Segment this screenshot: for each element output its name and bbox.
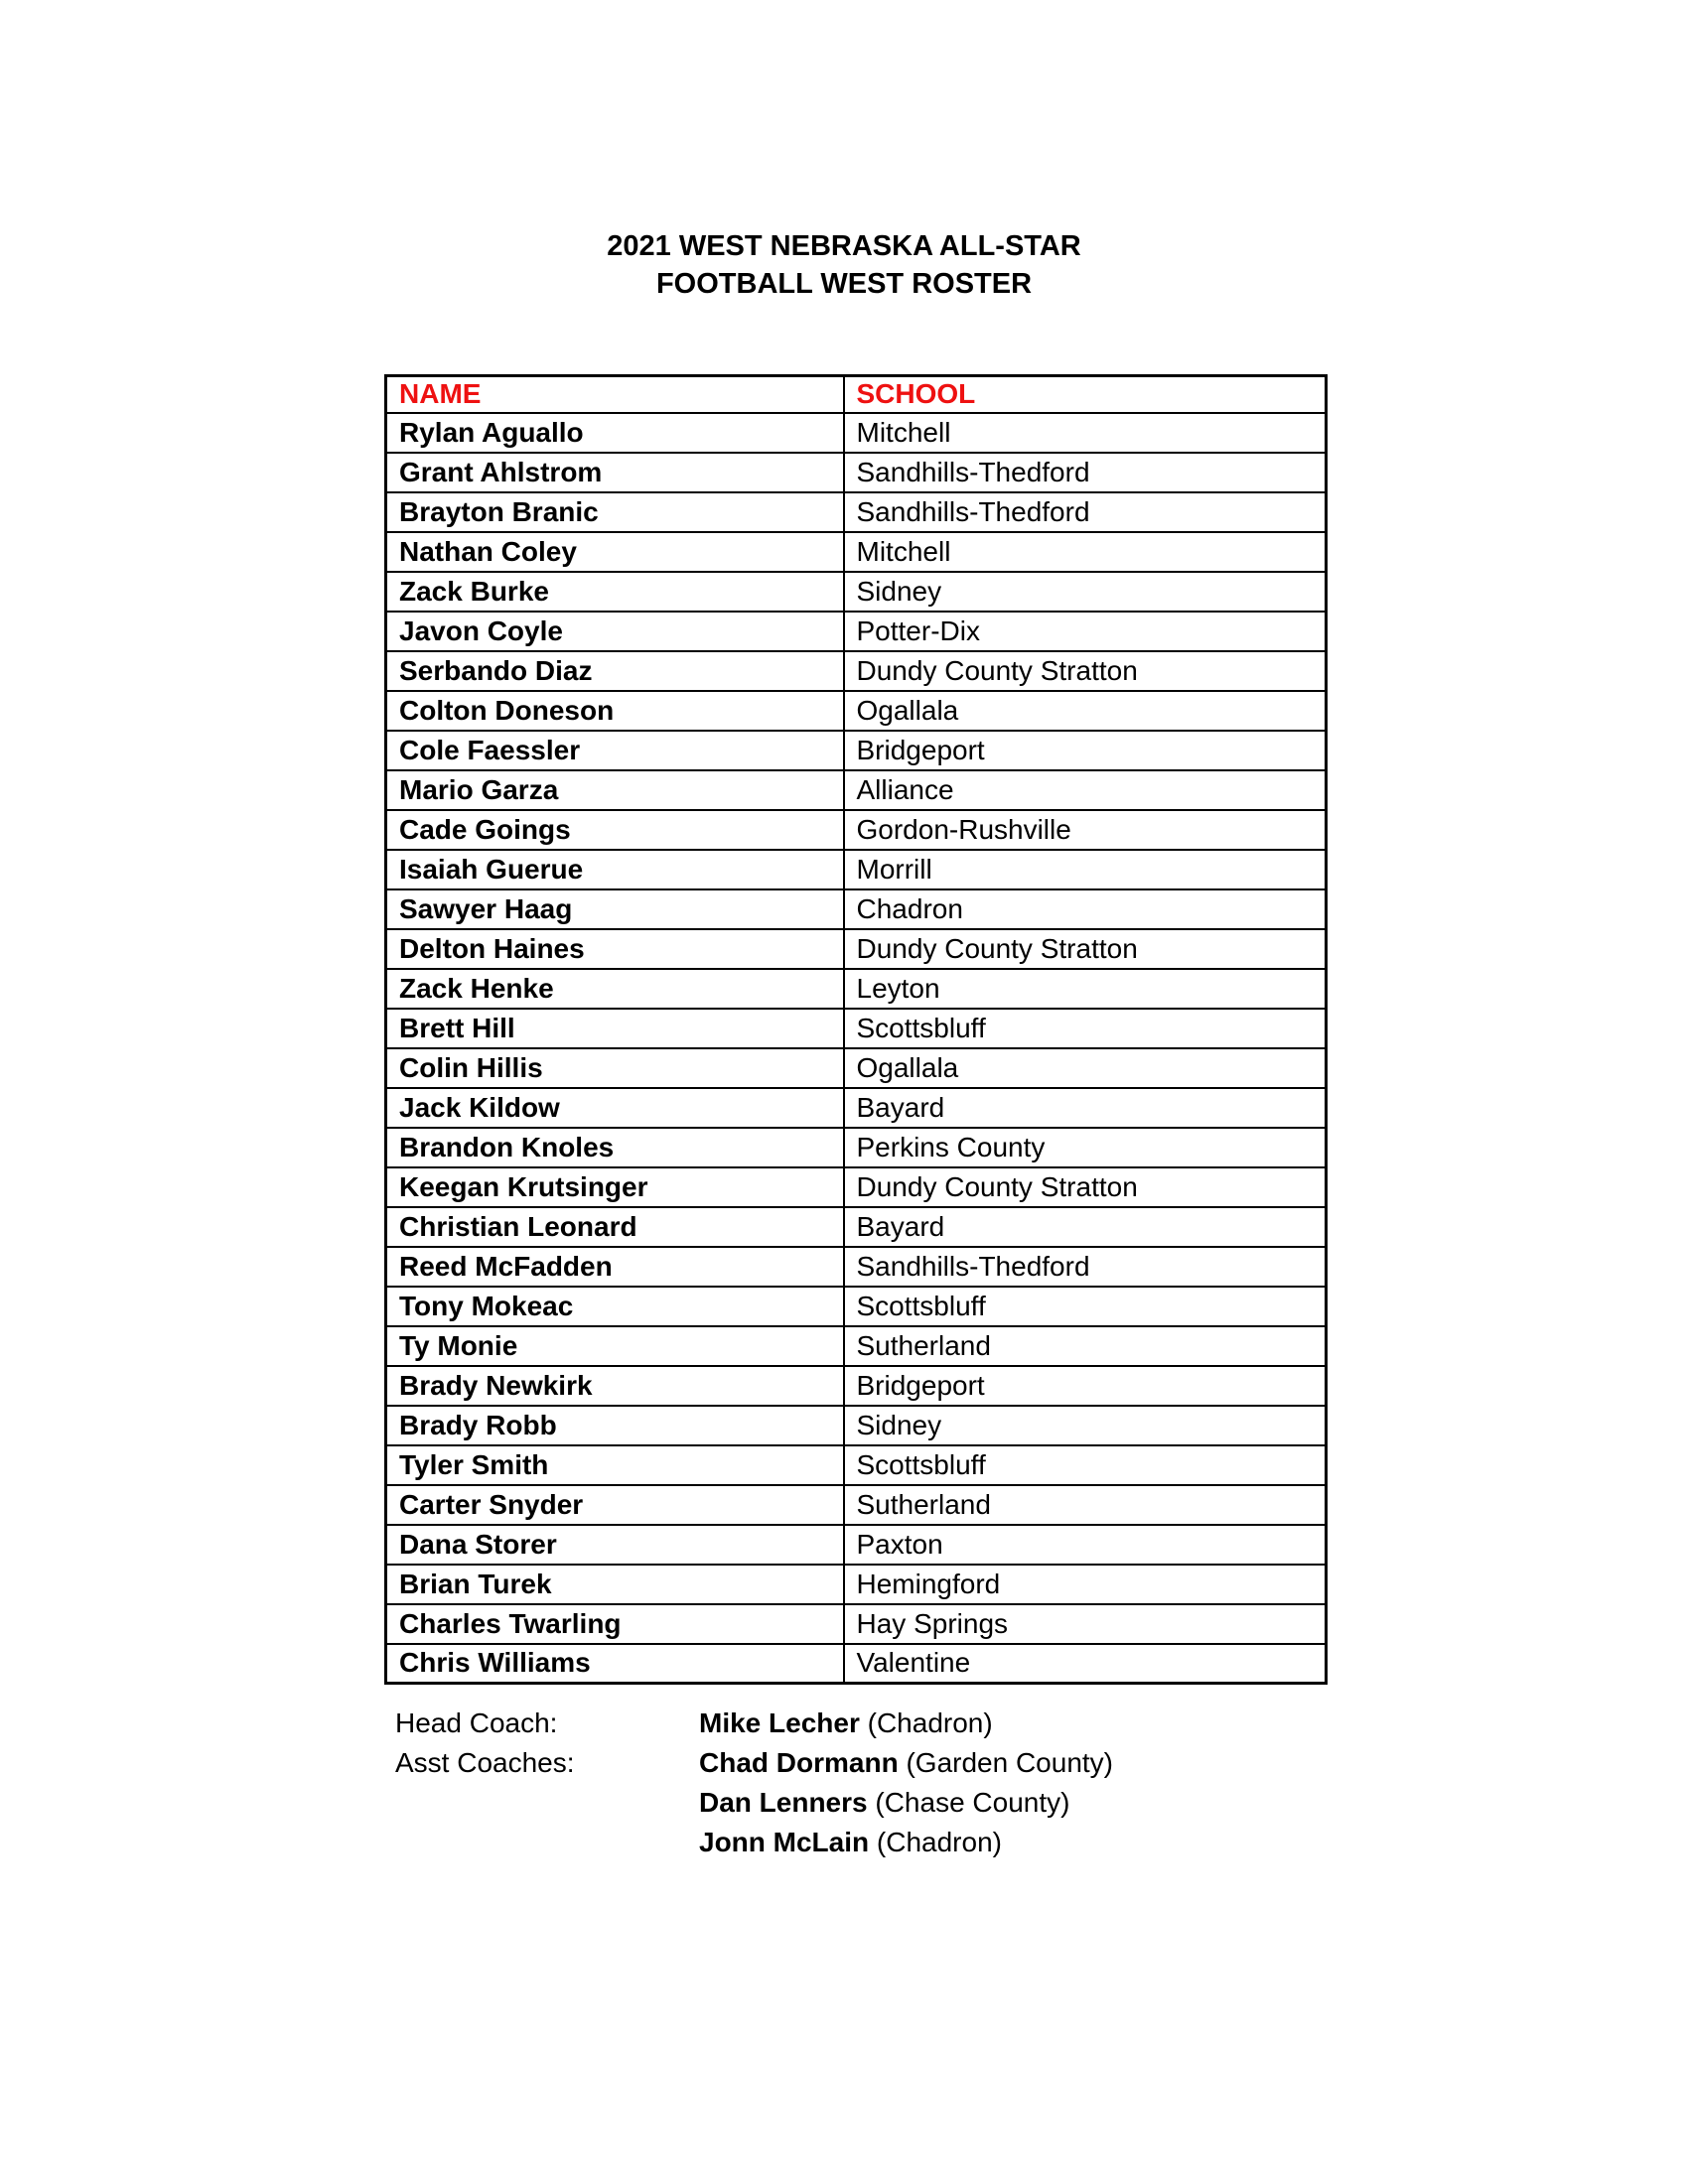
- player-name-cell: Javon Coyle: [386, 612, 844, 651]
- school-cell: Bayard: [844, 1207, 1327, 1247]
- table-row: [386, 1287, 1327, 1326]
- school-cell: Mitchell: [844, 532, 1327, 572]
- school-cell: Scottsbluff: [844, 1009, 1327, 1048]
- table-row: [386, 691, 1327, 731]
- table-row: [386, 810, 1327, 850]
- table-row: [386, 1406, 1327, 1445]
- player-name-cell: Colin Hillis: [386, 1048, 844, 1088]
- school-cell: Hemingford: [844, 1565, 1327, 1604]
- coaches-section: [395, 1704, 1113, 1862]
- table-row: [386, 731, 1327, 770]
- table-row: [386, 1445, 1327, 1485]
- table-row: [386, 1525, 1327, 1565]
- player-name-cell: Reed McFadden: [386, 1247, 844, 1287]
- page-title: [0, 227, 1688, 303]
- player-name-cell: Charles Twarling: [386, 1604, 844, 1644]
- coach-name: Jonn McLain: [699, 1827, 870, 1857]
- school-cell: Sandhills-Thedford: [844, 492, 1327, 532]
- coach-entry: [699, 1783, 1069, 1823]
- school-cell: Sidney: [844, 572, 1327, 612]
- player-name-cell: Rylan Aguallo: [386, 413, 844, 453]
- player-name-cell: Chris Williams: [386, 1644, 844, 1684]
- coach-affiliation: (Garden County): [906, 1747, 1114, 1778]
- player-name-cell: Brayton Branic: [386, 492, 844, 532]
- player-name-cell: Brandon Knoles: [386, 1128, 844, 1167]
- table-row: [386, 453, 1327, 492]
- player-name-cell: Brett Hill: [386, 1009, 844, 1048]
- school-cell: Sandhills-Thedford: [844, 1247, 1327, 1287]
- school-cell: Gordon-Rushville: [844, 810, 1327, 850]
- player-name-cell: Cade Goings: [386, 810, 844, 850]
- table-row: [386, 413, 1327, 453]
- player-name-cell: Nathan Coley: [386, 532, 844, 572]
- school-cell: Bayard: [844, 1088, 1327, 1128]
- school-cell: Morrill: [844, 850, 1327, 889]
- player-name-cell: Brady Robb: [386, 1406, 844, 1445]
- player-name-cell: Grant Ahlstrom: [386, 453, 844, 492]
- school-cell: Leyton: [844, 969, 1327, 1009]
- school-cell: Scottsbluff: [844, 1445, 1327, 1485]
- school-cell: Ogallala: [844, 691, 1327, 731]
- player-name-cell: Zack Henke: [386, 969, 844, 1009]
- school-cell: Scottsbluff: [844, 1287, 1327, 1326]
- player-name-cell: Carter Snyder: [386, 1485, 844, 1525]
- player-name-cell: Ty Monie: [386, 1326, 844, 1366]
- player-name-cell: Tyler Smith: [386, 1445, 844, 1485]
- table-row: [386, 1048, 1327, 1088]
- player-name-cell: Christian Leonard: [386, 1207, 844, 1247]
- school-cell: Dundy County Stratton: [844, 929, 1327, 969]
- coach-name: Mike Lecher: [699, 1707, 860, 1738]
- table-row: [386, 612, 1327, 651]
- table-row: [386, 1604, 1327, 1644]
- page-title-line2: FOOTBALL WEST ROSTER: [655, 268, 1033, 300]
- table-row: [386, 1088, 1327, 1128]
- school-cell: Perkins County: [844, 1128, 1327, 1167]
- school-cell: Chadron: [844, 889, 1327, 929]
- school-cell: Bridgeport: [844, 1366, 1327, 1406]
- coach-entry: [699, 1743, 1113, 1783]
- table-row: [386, 572, 1327, 612]
- roster-table-body: [386, 413, 1327, 1684]
- coach-role-label: [395, 1783, 699, 1823]
- coach-name: Chad Dormann: [699, 1747, 899, 1778]
- school-cell: Paxton: [844, 1525, 1327, 1565]
- school-cell: Sutherland: [844, 1326, 1327, 1366]
- coach-entry: [699, 1823, 1002, 1862]
- player-name-cell: Zack Burke: [386, 572, 844, 612]
- school-cell: Hay Springs: [844, 1604, 1327, 1644]
- table-row: [386, 1247, 1327, 1287]
- player-name-cell: Mario Garza: [386, 770, 844, 810]
- player-name-cell: Keegan Krutsinger: [386, 1167, 844, 1207]
- coach-role-label: [395, 1823, 699, 1862]
- coach-row: [395, 1743, 1113, 1783]
- player-name-cell: Dana Storer: [386, 1525, 844, 1565]
- coach-row: [395, 1823, 1113, 1862]
- coach-name: Dan Lenners: [699, 1787, 868, 1818]
- player-name-cell: Colton Doneson: [386, 691, 844, 731]
- player-name-cell: Brian Turek: [386, 1565, 844, 1604]
- table-row: [386, 1565, 1327, 1604]
- page-title-line1: 2021 WEST NEBRASKA ALL-STAR: [607, 230, 1081, 262]
- table-row: [386, 1009, 1327, 1048]
- table-row: [386, 532, 1327, 572]
- coach-role-label: Head Coach:: [395, 1707, 558, 1738]
- coach-row: [395, 1783, 1113, 1823]
- coach-role-label: Asst Coaches:: [395, 1747, 575, 1778]
- player-name-cell: Brady Newkirk: [386, 1366, 844, 1406]
- player-name-cell: Sawyer Haag: [386, 889, 844, 929]
- school-cell: Alliance: [844, 770, 1327, 810]
- roster-header-row: [386, 376, 1327, 413]
- coach-row: [395, 1704, 1113, 1743]
- table-row: [386, 1485, 1327, 1525]
- school-cell: Valentine: [844, 1644, 1327, 1684]
- school-cell: Ogallala: [844, 1048, 1327, 1088]
- table-row: [386, 1326, 1327, 1366]
- player-name-cell: Cole Faessler: [386, 731, 844, 770]
- school-cell: Sutherland: [844, 1485, 1327, 1525]
- school-cell: Potter-Dix: [844, 612, 1327, 651]
- table-row: [386, 1128, 1327, 1167]
- school-cell: Mitchell: [844, 413, 1327, 453]
- table-row: [386, 1644, 1327, 1684]
- table-row: [386, 969, 1327, 1009]
- player-name-cell: Delton Haines: [386, 929, 844, 969]
- table-row: [386, 850, 1327, 889]
- table-row: [386, 651, 1327, 691]
- school-cell: Dundy County Stratton: [844, 651, 1327, 691]
- school-cell: Sandhills-Thedford: [844, 453, 1327, 492]
- table-row: [386, 1167, 1327, 1207]
- player-name-cell: Isaiah Guerue: [386, 850, 844, 889]
- table-row: [386, 929, 1327, 969]
- player-name-cell: Serbando Diaz: [386, 651, 844, 691]
- coach-entry: [699, 1704, 993, 1743]
- roster-table: [384, 374, 1328, 1685]
- player-name-cell: Jack Kildow: [386, 1088, 844, 1128]
- table-row: [386, 1207, 1327, 1247]
- school-cell: Bridgeport: [844, 731, 1327, 770]
- table-row: [386, 1366, 1327, 1406]
- coach-affiliation: (Chadron): [876, 1827, 1002, 1857]
- column-header-school: SCHOOL: [844, 376, 1327, 413]
- school-cell: Dundy County Stratton: [844, 1167, 1327, 1207]
- column-header-name: NAME: [386, 376, 844, 413]
- table-row: [386, 492, 1327, 532]
- coach-affiliation: (Chadron): [867, 1707, 993, 1738]
- coach-affiliation: (Chase County): [875, 1787, 1070, 1818]
- player-name-cell: Tony Mokeac: [386, 1287, 844, 1326]
- table-row: [386, 889, 1327, 929]
- school-cell: Sidney: [844, 1406, 1327, 1445]
- table-row: [386, 770, 1327, 810]
